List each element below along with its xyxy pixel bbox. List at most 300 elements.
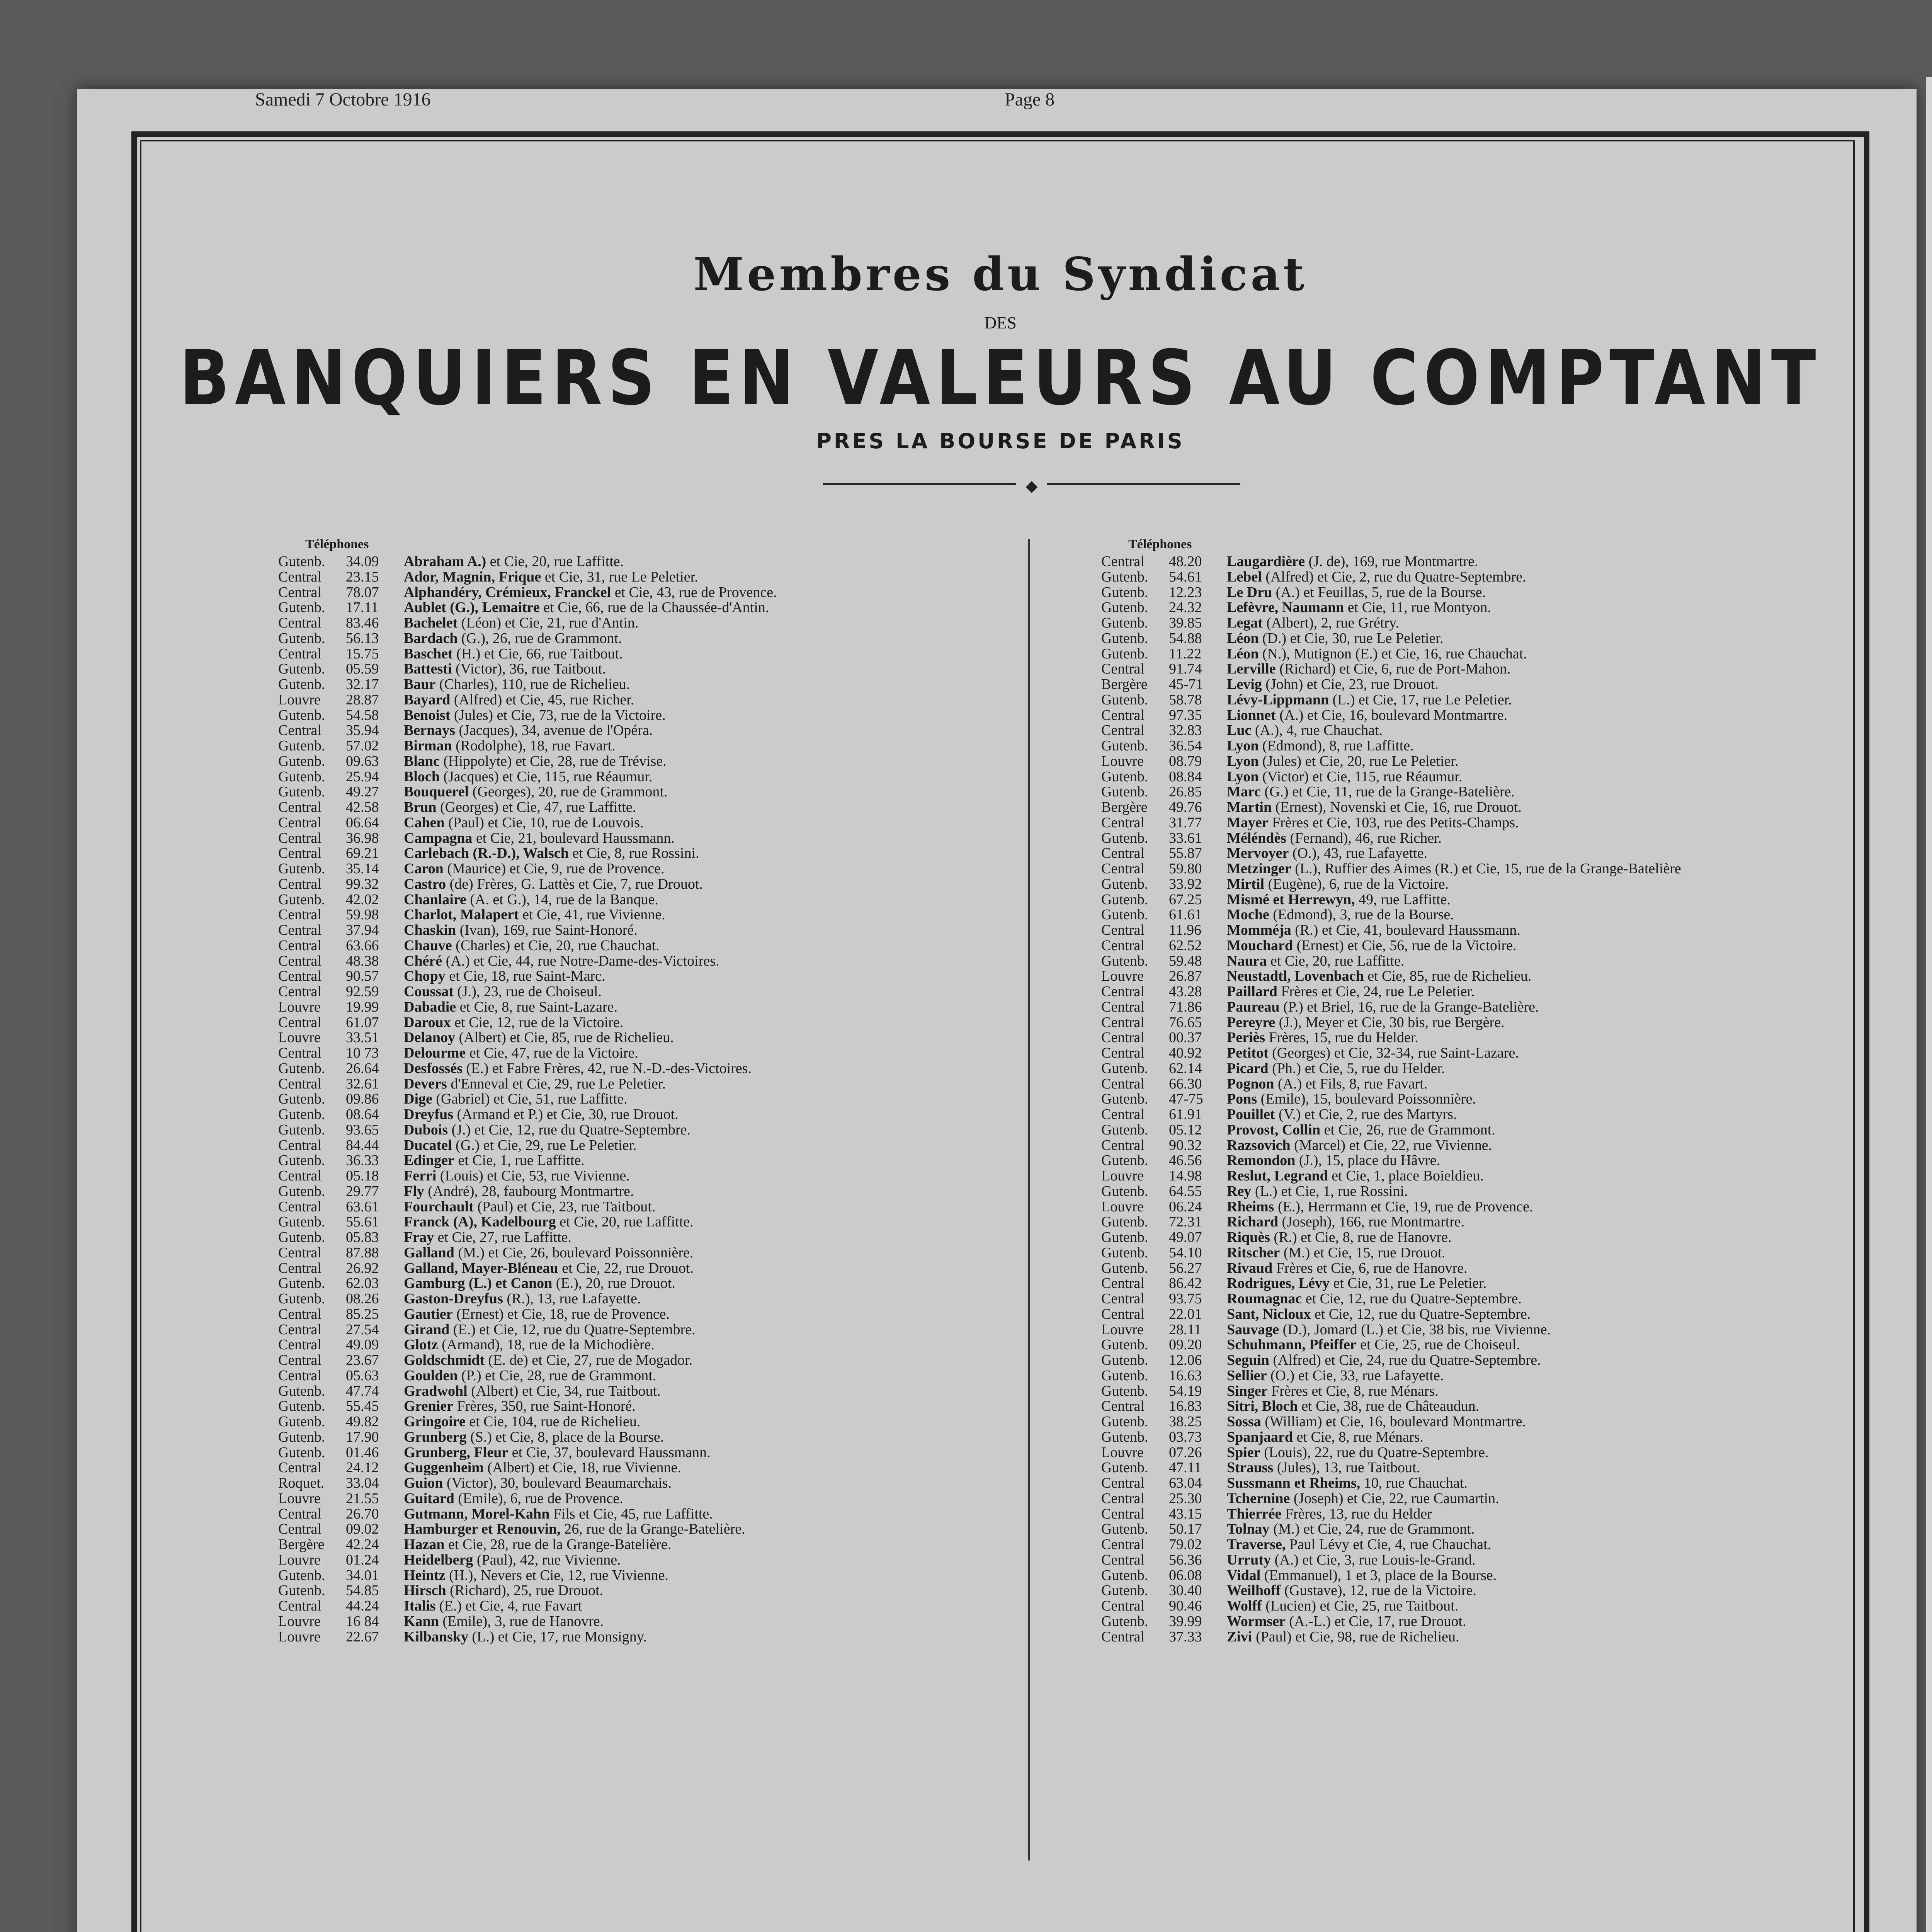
- phone-number: 36.33: [346, 1152, 379, 1169]
- member-row: [1101, 1000, 1835, 1015]
- phone-number: 54.19: [1169, 1383, 1202, 1399]
- phone-number: 48.20: [1169, 553, 1202, 570]
- phone-exchange: Gutenb.: [1101, 830, 1148, 846]
- phone-number: 14.98: [1169, 1168, 1202, 1184]
- member-address: (Alfred) et Cie, 45, rue Richer.: [454, 691, 634, 708]
- phone-exchange: Roquet.: [278, 1475, 325, 1491]
- member-address: (L.), Ruffier des Aimes (R.) et Cie, 15, rue de la Grange-Batelière: [1295, 861, 1681, 877]
- member-name: Bernays: [404, 722, 455, 739]
- phone-exchange: Central: [1101, 1029, 1145, 1046]
- phone-number: 23.15: [346, 568, 379, 585]
- member-name: Fourchault: [404, 1198, 474, 1215]
- phone-number: 78.07: [346, 584, 379, 600]
- member-name: Grunberg: [404, 1429, 467, 1445]
- phone-exchange: Gutenb.: [278, 1383, 325, 1399]
- phone-exchange: Central: [1101, 1551, 1145, 1568]
- member-row: [1101, 754, 1835, 769]
- phone-exchange: Gutenb.: [278, 630, 325, 646]
- member-address: (J.) et Cie, 12, rue du Quatre-Septembre.: [451, 1121, 690, 1138]
- member-name: Fly: [404, 1183, 424, 1199]
- member-address: (P.) et Cie, 28, rue de Grammont.: [461, 1367, 656, 1384]
- member-row: [278, 1168, 1012, 1184]
- member-name: Chaskin: [404, 922, 456, 938]
- member-address: (A. et G.), 14, rue de la Banque.: [470, 891, 658, 908]
- member-name: Marc: [1227, 784, 1261, 800]
- member-name: Wormser: [1227, 1613, 1286, 1629]
- member-row: [278, 1599, 1012, 1614]
- phone-number: 19.99: [346, 998, 379, 1015]
- member-name: Ritscher: [1227, 1244, 1280, 1261]
- member-row: [1101, 585, 1835, 600]
- member-address: Paul Lévy et Cie, 4, rue Chauchat.: [1289, 1536, 1492, 1553]
- phone-number: 05.59: [346, 661, 379, 677]
- member-name: Mayer: [1227, 814, 1269, 831]
- phone-exchange: Central: [278, 1045, 321, 1061]
- member-row: [1101, 1092, 1835, 1107]
- member-name: Gradwohl: [404, 1383, 468, 1399]
- member-address: (Ivan), 169, rue Saint-Honoré.: [459, 922, 638, 938]
- member-address: et Cie, 20, rue Laffitte.: [560, 1214, 694, 1230]
- member-row: [1101, 554, 1835, 570]
- member-row: [1101, 1353, 1835, 1368]
- member-name: Pouillet: [1227, 1106, 1275, 1122]
- member-row: [278, 1015, 1012, 1031]
- phone-exchange: Central: [1101, 722, 1145, 739]
- member-row: [1101, 662, 1835, 677]
- phone-number: 55.61: [346, 1214, 379, 1230]
- member-row: [1101, 616, 1835, 631]
- member-name: Sauvage: [1227, 1321, 1279, 1338]
- member-name: Birman: [404, 738, 452, 754]
- phone-exchange: Gutenb.: [278, 784, 325, 800]
- phone-exchange: Central: [278, 1321, 321, 1338]
- member-name: Legat: [1227, 615, 1263, 631]
- member-row: [278, 1368, 1012, 1384]
- member-address: (Albert) et Cie, 18, rue Vivienne.: [487, 1459, 681, 1476]
- member-row: [278, 1337, 1012, 1353]
- phone-exchange: Gutenb.: [278, 707, 325, 723]
- phone-number: 01.24: [346, 1551, 379, 1568]
- member-address: (Paul) et Cie, 23, rue Taitbout.: [477, 1198, 656, 1215]
- member-row: [1101, 1291, 1835, 1307]
- phone-number: 33.04: [346, 1475, 379, 1491]
- member-name: Edinger: [404, 1152, 454, 1169]
- member-name: Tchernine: [1227, 1490, 1290, 1507]
- phone-exchange: Central: [278, 968, 321, 985]
- member-row: [278, 738, 1012, 754]
- member-name: Moche: [1227, 906, 1269, 923]
- phone-number: 05.63: [346, 1367, 379, 1384]
- phone-exchange: Gutenb.: [1101, 1060, 1148, 1077]
- phone-exchange: Central: [278, 1260, 321, 1276]
- member-address: et Cie, 25, rue de Choiseul.: [1360, 1337, 1520, 1353]
- member-address: (Eugène), 6, rue de la Victoire.: [1268, 876, 1449, 892]
- member-address: (L.) et Cie, 1, rue Rossini.: [1255, 1183, 1408, 1199]
- phone-number: 49.27: [346, 784, 379, 800]
- member-name: Gringoire: [404, 1413, 466, 1430]
- member-address: et Cie, 85, rue de Richelieu.: [1367, 968, 1532, 985]
- phone-number: 37.33: [1169, 1628, 1202, 1645]
- phone-exchange: Central: [1101, 814, 1145, 831]
- phone-number: 17.90: [346, 1429, 379, 1445]
- member-name: Zivi: [1227, 1628, 1252, 1645]
- phone-number: 59.80: [1169, 861, 1202, 877]
- member-row: [278, 570, 1012, 585]
- phone-exchange: Gutenb.: [278, 1291, 325, 1307]
- member-row: [278, 616, 1012, 631]
- member-row: [1101, 1214, 1835, 1230]
- member-row: [1101, 831, 1835, 846]
- member-name: Lyon: [1227, 768, 1259, 785]
- member-row: [1101, 1061, 1835, 1077]
- member-name: Devers: [404, 1075, 447, 1092]
- member-address: (Gabriel) et Cie, 51, rue Laffitte.: [436, 1091, 628, 1107]
- member-row: [1101, 1384, 1835, 1399]
- member-address: (L.) et Cie, 17, rue Monsigny.: [472, 1628, 647, 1645]
- member-address: et Cie, 20, rue Laffitte.: [490, 553, 624, 570]
- phone-number: 71.86: [1169, 998, 1202, 1015]
- phone-exchange: Gutenb.: [1101, 645, 1148, 662]
- member-address: (J.), 15, place du Hâvre.: [1299, 1152, 1440, 1169]
- member-name: Sitri, Bloch: [1227, 1398, 1298, 1415]
- member-address: (Jules) et Cie, 20, rue Le Peletier.: [1262, 753, 1459, 769]
- member-address: (Armand et P.) et Cie, 30, rue Drouot.: [457, 1106, 679, 1122]
- member-address: et Cie, 20, rue Laffitte.: [1270, 952, 1405, 969]
- member-name: Thierrée: [1227, 1505, 1282, 1522]
- member-row: [1101, 1245, 1835, 1261]
- phone-exchange: Louvre: [1101, 753, 1144, 769]
- member-row: [1101, 969, 1835, 984]
- member-address: (E.) et Fabre Frères, 42, rue N.-D.-des-Victoires.: [466, 1060, 752, 1077]
- phone-number: 24.32: [1169, 599, 1202, 616]
- member-row: [278, 800, 1012, 815]
- member-row: [278, 600, 1012, 616]
- member-name: Gutmann, Morel-Kahn: [404, 1505, 550, 1522]
- phone-exchange: Gutenb.: [278, 553, 325, 570]
- member-row: [1101, 1476, 1835, 1491]
- phone-number: 35.94: [346, 722, 379, 739]
- member-name: Ferri: [404, 1168, 437, 1184]
- member-name: Richard: [1227, 1214, 1278, 1230]
- member-row: [1101, 631, 1835, 646]
- member-name: Reslut, Legrand: [1227, 1168, 1328, 1184]
- phone-number: 26.70: [346, 1505, 379, 1522]
- member-row: [278, 1107, 1012, 1122]
- member-name: Urruty: [1227, 1551, 1271, 1568]
- phone-exchange: Central: [278, 799, 321, 815]
- member-row: [278, 1614, 1012, 1629]
- member-row: [1101, 1491, 1835, 1507]
- member-name: Campagna: [404, 830, 473, 846]
- member-address: (Jacques) et Cie, 115, rue Réaumur.: [443, 768, 653, 785]
- member-row: [1101, 815, 1835, 831]
- phone-exchange: Gutenb.: [278, 1121, 325, 1138]
- phone-exchange: Central: [278, 906, 321, 923]
- member-row: [278, 1000, 1012, 1015]
- phone-number: 47-75: [1169, 1091, 1203, 1107]
- member-row: [278, 1537, 1012, 1553]
- member-name: Strauss: [1227, 1459, 1274, 1476]
- member-name: Delanoy: [404, 1029, 455, 1046]
- member-name: Franck (A), Kadelbourg: [404, 1214, 556, 1230]
- phone-exchange: Louvre: [1101, 968, 1144, 985]
- phone-exchange: Gutenb.: [278, 1567, 325, 1583]
- phone-number: 47.74: [346, 1383, 379, 1399]
- phone-exchange: Central: [278, 1459, 321, 1476]
- phone-number: 33.92: [1169, 876, 1202, 892]
- member-address: et Cie, 38, rue de Châteaudun.: [1301, 1398, 1480, 1415]
- member-row: [278, 815, 1012, 831]
- member-address: (Ernest) et Cie, 18, rue de Provence.: [456, 1306, 670, 1322]
- phone-exchange: Central: [278, 814, 321, 831]
- phone-number: 62.52: [1169, 937, 1202, 954]
- member-address: 10, rue Chauchat.: [1364, 1475, 1468, 1491]
- member-row: [278, 969, 1012, 984]
- member-row: [278, 1629, 1012, 1645]
- phone-exchange: Gutenb.: [1101, 768, 1148, 785]
- member-row: [278, 907, 1012, 923]
- member-address: (Victor), 36, rue Taitbout.: [456, 661, 606, 677]
- phone-exchange: Louvre: [1101, 1444, 1144, 1461]
- phone-number: 36.98: [346, 830, 379, 846]
- member-name: Bayard: [404, 691, 451, 708]
- member-row: [278, 677, 1012, 692]
- member-name: Sellier: [1227, 1367, 1267, 1384]
- member-name: Petitot: [1227, 1045, 1269, 1061]
- member-row: [1101, 1015, 1835, 1031]
- phone-exchange: Gutenb.: [278, 861, 325, 877]
- member-name: Picard: [1227, 1060, 1269, 1077]
- member-row: [278, 1399, 1012, 1414]
- phone-exchange: Gutenb.: [1101, 691, 1148, 708]
- phone-number: 09.02: [346, 1521, 379, 1537]
- phone-exchange: Central: [278, 1521, 321, 1537]
- phone-number: 16 84: [346, 1613, 379, 1629]
- member-name: Benoist: [404, 707, 451, 723]
- member-address: (V.) et Cie, 2, rue des Martyrs.: [1279, 1106, 1457, 1122]
- phone-exchange: Central: [278, 1352, 321, 1368]
- member-address: 49, rue Laffitte.: [1359, 891, 1451, 908]
- phone-exchange: Gutenb.: [1101, 1091, 1148, 1107]
- member-row: [1101, 1553, 1835, 1568]
- member-row: [278, 1138, 1012, 1153]
- member-address: et Cie, 12, rue du Quatre-Septembre.: [1305, 1291, 1522, 1307]
- phone-number: 12.23: [1169, 584, 1202, 600]
- phone-number: 84.44: [346, 1137, 379, 1153]
- phone-number: 23.67: [346, 1352, 379, 1368]
- member-address: (Albert), 2, rue Grétry.: [1266, 615, 1399, 631]
- phone-number: 49.07: [1169, 1229, 1202, 1245]
- member-address: (A.), 4, rue Chauchat.: [1255, 722, 1383, 739]
- member-name: Riquès: [1227, 1229, 1270, 1245]
- phone-exchange: Louvre: [278, 1613, 321, 1629]
- member-row: [1101, 1122, 1835, 1138]
- member-name: Daroux: [404, 1014, 451, 1031]
- phone-exchange: Central: [1101, 998, 1145, 1015]
- member-row: [278, 1245, 1012, 1261]
- member-row: [278, 1445, 1012, 1461]
- phone-number: 32.17: [346, 676, 379, 692]
- phone-exchange: Central: [1101, 1398, 1145, 1415]
- phone-exchange: Gutenb.: [1101, 1582, 1148, 1599]
- member-row: [278, 1553, 1012, 1568]
- member-address: (Jules), 13, rue Taitbout.: [1277, 1459, 1420, 1476]
- member-address: (E.), 20, rue Drouot.: [556, 1275, 675, 1292]
- phone-exchange: Gutenb.: [1101, 906, 1148, 923]
- phone-exchange: Gutenb.: [1101, 891, 1148, 908]
- member-row: [1101, 984, 1835, 1000]
- phone-exchange: Central: [278, 1198, 321, 1215]
- member-address: (G.) et Cie, 11, rue de la Grange-Batelière.: [1264, 784, 1515, 800]
- phone-exchange: Louvre: [278, 691, 321, 708]
- member-row: [278, 784, 1012, 800]
- member-address: (Fernand), 46, rue Richer.: [1290, 830, 1442, 846]
- phone-number: 34.01: [346, 1567, 379, 1583]
- member-row: [1101, 1430, 1835, 1445]
- phone-exchange: Central: [1101, 1014, 1145, 1031]
- member-name: Mouchard: [1227, 937, 1293, 954]
- phone-exchange: Gutenb.: [278, 1060, 325, 1077]
- phone-exchange: Louvre: [278, 1628, 321, 1645]
- title-pres-bourse: PRES LA BOURSE DE PARIS: [816, 429, 1185, 453]
- member-address: (Georges) et Cie, 32-34, rue Saint-Lazare.: [1272, 1045, 1519, 1061]
- member-address: (R.) et Cie, 8, rue de Hanovre.: [1274, 1229, 1452, 1245]
- phone-number: 62.14: [1169, 1060, 1202, 1077]
- member-name: Ador, Magnin, Frique: [404, 568, 541, 585]
- member-name: Lionnet: [1227, 707, 1276, 723]
- phone-number: 08.64: [346, 1106, 379, 1122]
- member-row: [278, 1153, 1012, 1168]
- phone-number: 36.54: [1169, 738, 1202, 754]
- phone-exchange: Louvre: [1101, 1168, 1144, 1184]
- member-row: [278, 1414, 1012, 1430]
- member-address: (H.), Nevers et Cie, 12, rue Vivienne.: [449, 1567, 669, 1583]
- phone-exchange: Central: [1101, 661, 1145, 677]
- member-name: Rivaud: [1227, 1260, 1273, 1276]
- member-address: (R.) et Cie, 41, boulevard Haussmann.: [1295, 922, 1520, 938]
- member-name: Lévy-Lippmann: [1227, 691, 1329, 708]
- member-name: Charlot, Malapert: [404, 906, 519, 923]
- member-row: [278, 723, 1012, 738]
- member-name: Laugardière: [1227, 553, 1305, 570]
- member-address: (Richard), 25, rue Drouot.: [450, 1582, 604, 1599]
- member-row: [1101, 1168, 1835, 1184]
- phone-exchange: Gutenb.: [278, 1106, 325, 1122]
- member-row: [1101, 954, 1835, 969]
- member-row: [1101, 1337, 1835, 1353]
- member-name: Pognon: [1227, 1075, 1274, 1092]
- member-address: et Cie, 12, rue du Quatre-Septembre.: [1314, 1306, 1531, 1322]
- phone-exchange: Gutenb.: [278, 1275, 325, 1292]
- member-name: Chopy: [404, 968, 446, 985]
- phone-number: 46.56: [1169, 1152, 1202, 1169]
- phone-number: 99.32: [346, 876, 379, 892]
- phone-number: 56.13: [346, 630, 379, 646]
- member-row: [1101, 1077, 1835, 1092]
- phone-number: 06.64: [346, 814, 379, 831]
- phone-number: 27.54: [346, 1321, 379, 1338]
- phone-exchange: Central: [278, 1367, 321, 1384]
- phone-exchange: Gutenb.: [278, 1413, 325, 1430]
- phone-number: 05.18: [346, 1168, 379, 1184]
- member-address: (John) et Cie, 23, rue Drouot.: [1265, 676, 1439, 692]
- phone-number: 93.75: [1169, 1291, 1202, 1307]
- member-row: [278, 954, 1012, 969]
- phone-number: 35.14: [346, 861, 379, 877]
- member-address: et Cie, 47, rue de la Victoire.: [469, 1045, 638, 1061]
- member-name: Weilhoff: [1227, 1582, 1281, 1599]
- ornament-center: ◆: [1026, 477, 1038, 495]
- member-row: [1101, 1153, 1835, 1168]
- phone-exchange: Central: [278, 937, 321, 954]
- phone-number: 32.61: [346, 1075, 379, 1092]
- phone-number: 09.20: [1169, 1337, 1202, 1353]
- member-name: Méléndès: [1227, 830, 1287, 846]
- phone-exchange: Bergère: [1101, 799, 1148, 815]
- phone-exchange: Gutenb.: [1101, 1613, 1148, 1629]
- phone-number: 56.27: [1169, 1260, 1202, 1276]
- member-address: (Edmond), 3, rue de la Bourse.: [1273, 906, 1454, 923]
- member-row: [278, 646, 1012, 662]
- member-row: [1101, 877, 1835, 892]
- member-row: [278, 631, 1012, 646]
- phone-exchange: Central: [278, 1337, 321, 1353]
- member-name: Coussat: [404, 983, 454, 1000]
- phone-number: 26.92: [346, 1260, 379, 1276]
- phone-exchange: Central: [278, 1598, 321, 1614]
- member-row: [278, 1460, 1012, 1476]
- member-name: Lyon: [1227, 753, 1259, 769]
- member-name: Guion: [404, 1475, 443, 1491]
- member-name: Tolnay: [1227, 1521, 1270, 1537]
- phone-number: 59.98: [346, 906, 379, 923]
- member-address: et Cie, 8, rue Ménars.: [1296, 1429, 1423, 1445]
- phone-number: 54.88: [1169, 630, 1202, 646]
- member-name: Le Dru: [1227, 584, 1272, 600]
- member-row: [1101, 1030, 1835, 1046]
- member-name: Sossa: [1227, 1413, 1261, 1430]
- title-des: DES: [984, 313, 1017, 332]
- member-row: [1101, 1230, 1835, 1245]
- phone-number: 59.48: [1169, 952, 1202, 969]
- member-row: [278, 861, 1012, 877]
- member-name: Rey: [1227, 1183, 1252, 1199]
- phone-exchange: Central: [1101, 1475, 1145, 1491]
- phone-number: 69.21: [346, 845, 379, 862]
- member-row: [1101, 1261, 1835, 1276]
- member-address: Fils et Cie, 45, rue Laffitte.: [553, 1505, 713, 1522]
- member-address: Frères et Cie, 103, rue des Petits-Champs.: [1272, 814, 1519, 831]
- phone-exchange: Gutenb.: [278, 676, 325, 692]
- phone-exchange: Central: [278, 1306, 321, 1322]
- member-row: [278, 554, 1012, 570]
- page-date: Samedi 7 Octobre 1916: [255, 89, 431, 110]
- phone-exchange: Central: [1101, 1505, 1145, 1522]
- member-name: Periès: [1227, 1029, 1265, 1046]
- phone-exchange: Gutenb.: [1101, 1413, 1148, 1430]
- member-address: (M.) et Cie, 24, rue de Grammont.: [1273, 1521, 1475, 1537]
- member-row: [1101, 1046, 1835, 1061]
- phone-number: 44.24: [346, 1598, 379, 1614]
- member-address: (Gustave), 12, rue de la Victoire.: [1284, 1582, 1477, 1599]
- phone-exchange: Gutenb.: [1101, 876, 1148, 892]
- member-row: [1101, 1522, 1835, 1537]
- phone-exchange: Central: [1101, 861, 1145, 877]
- phone-exchange: Louvre: [278, 1029, 321, 1046]
- phone-number: 38.25: [1169, 1413, 1202, 1430]
- member-name: Léon: [1227, 630, 1259, 646]
- column-divider: [1028, 539, 1030, 1861]
